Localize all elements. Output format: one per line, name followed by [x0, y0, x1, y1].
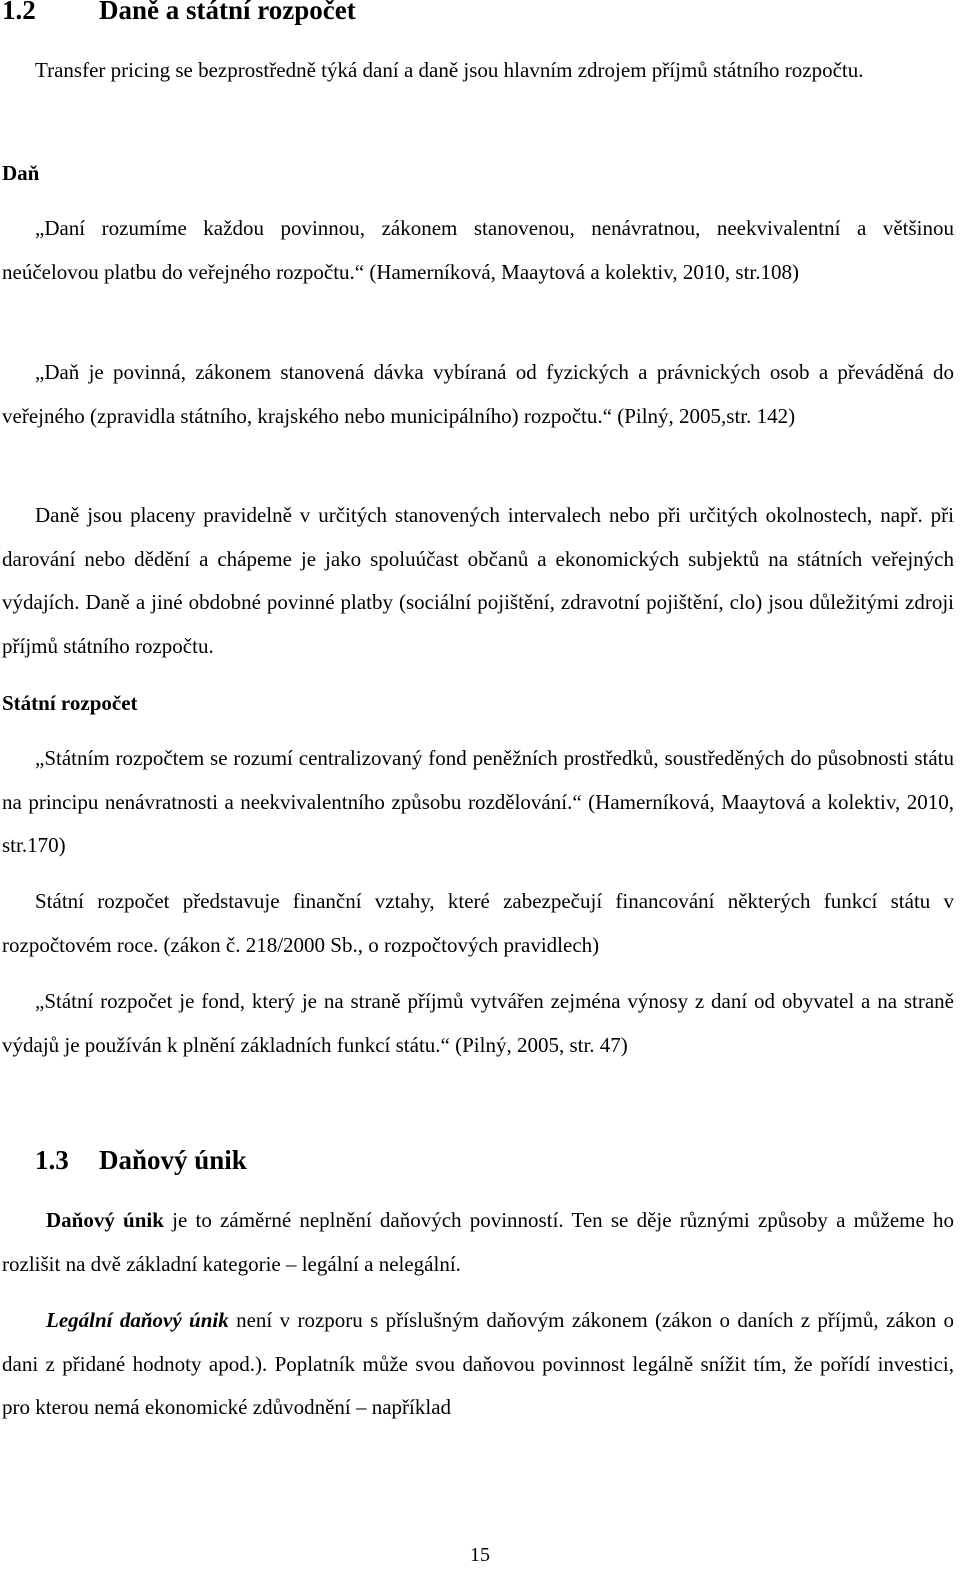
paragraph-danovy-unik — [2, 1199, 954, 1286]
subheading-dan: Daň — [2, 161, 40, 185]
quote-rozpocet-2: „Státní rozpočet je fond, který je na straně příjmů vytvářen zejména výnosy z daní od obyvatel a na straně výdajů je používán k plnění základních funkcí státu.“ (Pilný, 2005, str. 47) — [2, 989, 954, 1057]
section-number: 1.3 — [35, 1145, 69, 1175]
paragraph-dan: Daně jsou placeny pravidelně v určitých stanovených intervalech nebo při určitých okolnostech, např. při darování nebo dědění a chápeme je jako spoluúčast občanů a ekonomických subjektů na státních veřejných výdajích. Daně a jiné obdobné povinné platby (sociální pojištění, zdravotní pojištění, clo) jsou důležitými zdroji příjmů státního rozpočtu. — [2, 503, 954, 658]
section-heading-1-3 — [35, 1144, 247, 1176]
paragraph-rozpocet: Státní rozpočet představuje finanční vztahy, které zabezpečují financování některých funkcí státu v rozpočtovém roce. (zákon č. 218/2000 Sb., o rozpočtových pravidlech) — [2, 889, 954, 957]
text-legalni-unik: není v rozporu s příslušným daňovým zákonem (zákon o daních z příjmů, zákon o dani z přidané hodnoty apod.). Poplatník může svou daňovou povinnost legálně snížit tím, že pořídí investici, pro kterou nemá ekonomické zdůvodnění – například — [2, 1308, 954, 1419]
paragraph-legalni-unik — [2, 1299, 954, 1430]
quote-rozpocet-1: „Státním rozpočtem se rozumí centralizovaný fond peněžních prostředků, soustředěných do působnosti státu na principu nenávratnosti a neekvivalentního způsobu rozdělování.“ (Hamerníková, Maaytová a kolektiv, 2010, str.170) — [2, 746, 954, 857]
section-title: Daňový únik — [99, 1145, 247, 1175]
section-title: Daně a státní rozpočet — [99, 0, 356, 25]
subheading-statni-rozpocet: Státní rozpočet — [2, 691, 138, 715]
quote-dan-1: „Daní rozumíme každou povinnou, zákonem stanovenou, nenávratnou, neekvivalentní a většinou neúčelovou platbu do veřejného rozpočtu.“ (Hamerníková, Maaytová a kolektiv, 2010, str.108) — [2, 216, 954, 284]
text-danovy-unik: je to záměrné neplnění daňových povinností. Ten se děje různými způsoby a můžeme ho rozlišit na dvě základní kategorie – legální a nelegální. — [2, 1208, 955, 1276]
intro-paragraph: Transfer pricing se bezprostředně týká daní a daně jsou hlavním zdrojem příjmů státního rozpočtu. — [35, 58, 864, 82]
page-number: 15 — [470, 1544, 490, 1566]
term-legalni-unik: Legální daňový únik — [46, 1308, 229, 1332]
term-danovy-unik: Daňový únik — [46, 1208, 164, 1232]
section-heading-1-2 — [2, 0, 356, 26]
quote-dan-2: „Daň je povinná, zákonem stanovená dávka vybíraná od fyzických a právnických osob a převáděná do veřejného (zpravidla státního, krajského nebo municipálního) rozpočtu.“ (Pilný, 2005,str. 142) — [2, 360, 954, 428]
section-number: 1.2 — [2, 0, 36, 25]
